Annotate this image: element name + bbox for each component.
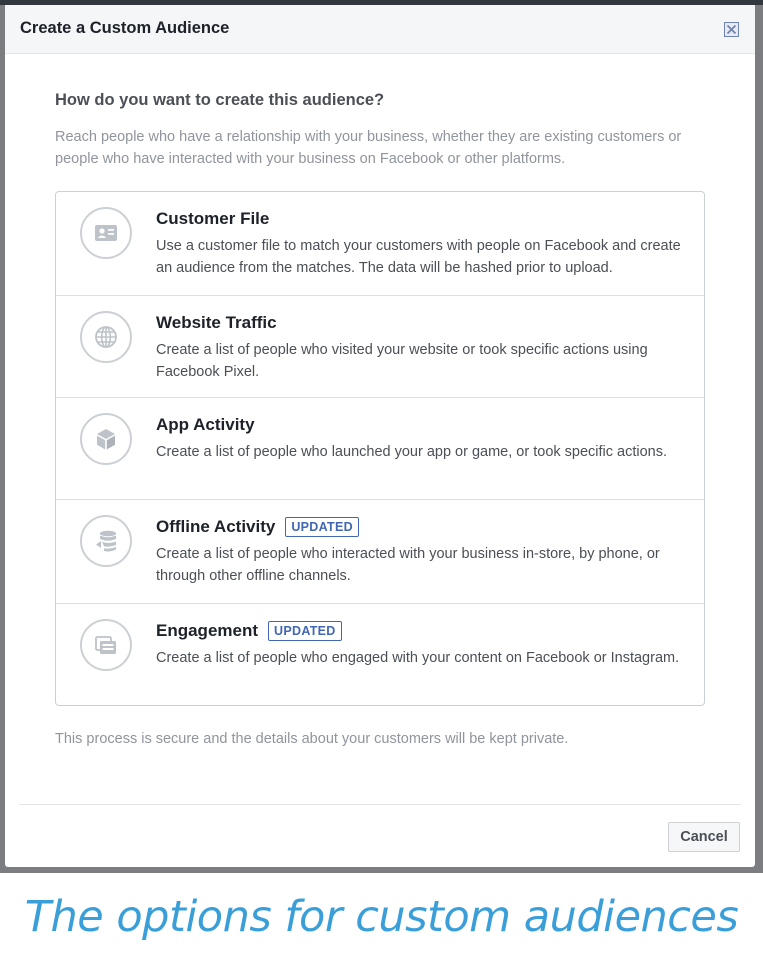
updated-badge: UPDATED [268,621,342,641]
cube-icon [80,413,132,465]
option-title-text: Website Traffic [156,313,277,332]
contact-card-icon [80,207,132,259]
option-description: Use a customer file to match your customers with people on Facebook and create an audience from the matches. The data will be hashed prior to upload. [156,238,681,276]
option-title-text: Customer File [156,209,270,228]
dialog-header [5,5,755,54]
option-description: Create a list of people who engaged with your content on Facebook or Instagram. [156,650,680,666]
option-description: Create a list of people who launched your app or game, or took specific actions. [156,444,668,460]
updated-badge: UPDATED [285,517,359,537]
footer-divider [19,804,741,805]
option-title-text: Engagement [156,621,259,640]
audience-options-list [55,191,705,706]
option-title [156,517,359,537]
dialog-intro: Reach people who have a relationship with your business, whether they are existing customers or people who have interacted with your business on Facebook or other platforms. [55,129,682,167]
database-sync-icon [80,515,132,567]
option-offline-activity[interactable] [56,499,704,603]
option-title-text: App Activity [156,415,255,434]
option-website-traffic[interactable] [56,295,704,397]
globe-icon [80,311,132,363]
security-note: This process is secure and the details about your customers will be kept private. [55,731,569,747]
option-app-activity[interactable] [56,397,704,499]
close-button[interactable] [724,22,739,37]
dialog-question: How do you want to create this audience? [55,91,385,109]
option-title [156,209,269,229]
close-icon [726,24,737,35]
option-engagement[interactable] [56,603,704,706]
cancel-button[interactable]: Cancel [668,822,740,852]
stacked-posts-icon [80,619,132,671]
option-customer-file[interactable] [56,192,704,295]
option-description: Create a list of people who interacted with your business in-store, by phone, or through other offline channels. [156,546,660,584]
custom-audience-dialog [5,5,755,867]
option-title [156,621,342,641]
option-title [156,415,255,435]
option-title-text: Offline Activity [156,517,276,536]
image-caption: The options for custom audiences [24,892,739,942]
option-title [156,313,277,333]
option-description: Create a list of people who visited your website or took specific actions using Facebook Pixel. [156,342,648,380]
dialog-title: Create a Custom Audience [20,19,230,37]
